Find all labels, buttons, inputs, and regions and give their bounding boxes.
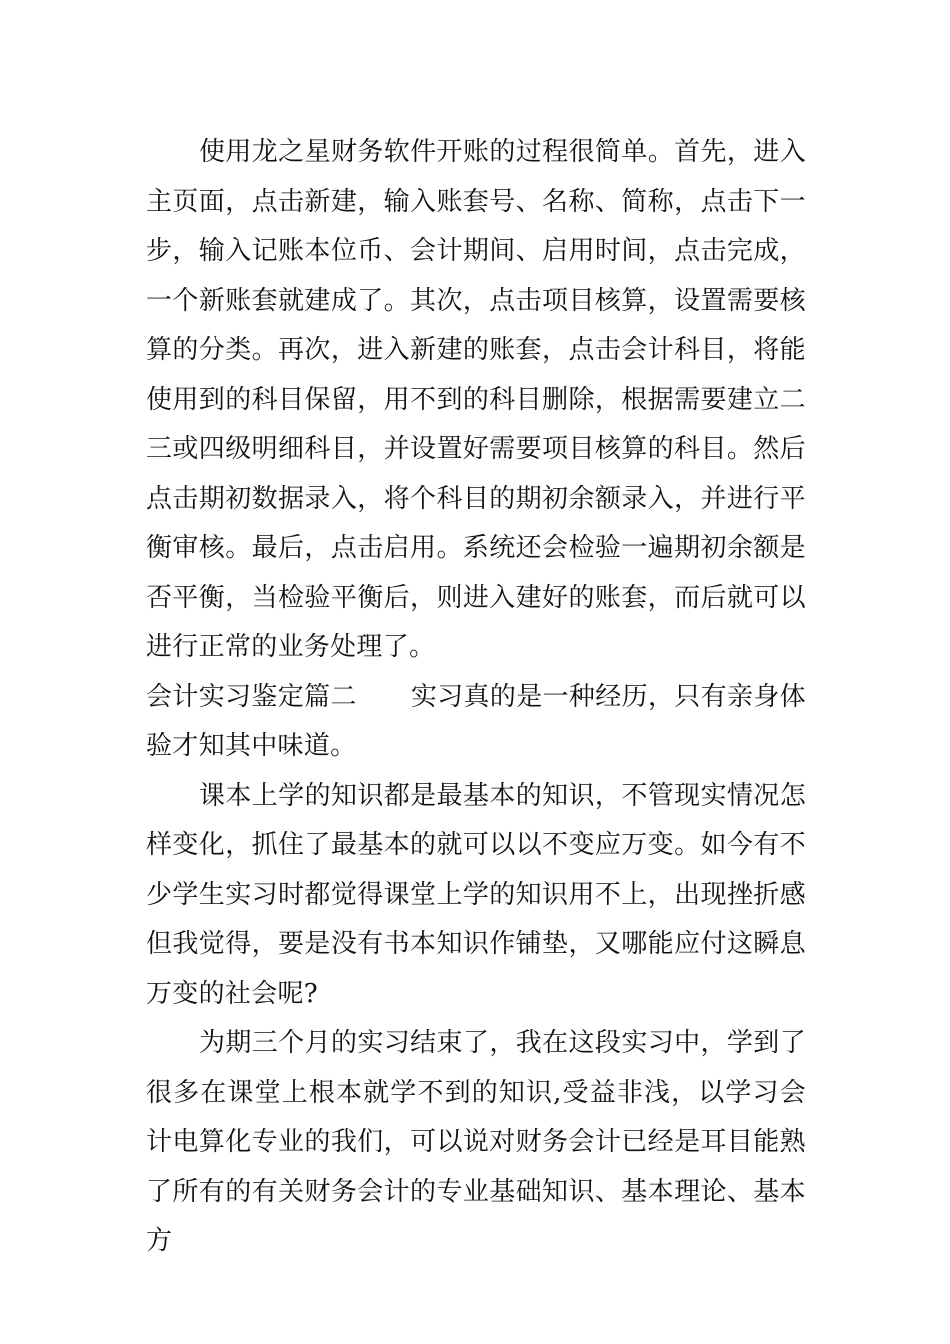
document-page (146, 128, 806, 1267)
section-intro: 实习真的是一种经历，只有亲身体验才知其中味道。 (146, 681, 806, 761)
paragraph-1: 使用龙之星财务软件开账的过程很简单。首先，进入主页面，点击新建，输入账套号、名称、简称，点击下一步，输入记账本位币、会计期间、启用时间，点击完成，一个新账套就建成了。其次，点击项目核算，设置需要核算的分类。再次，进入新建的账套，点击会计科目，将能使用到的科目保留，用不到的科目删除，根据需要建立二三或四级明细科目，并设置好需要项目核算的科目。然后点击期初数据录入，将个科目的期初余额录入，并进行平衡审核。最后，点击启用。系统还会检验一遍期初余额是否平衡，当检验平衡后，则进入建好的账套，而后就可以进行正常的业务处理了。 (146, 137, 806, 662)
section-heading-line (146, 673, 806, 772)
section-heading: 会计实习鉴定篇二 (146, 681, 357, 712)
paragraph-3: 为期三个月的实习结束了，我在这段实习中，学到了很多在课堂上根本就学不到的知识,受益非浅，以学习会计电算化专业的我们，可以说对财务会计已经是耳目能熟了所有的有关财务会计的专业基础知识、基本理论、基本方 (146, 1028, 806, 1256)
paragraph-2: 课本上学的知识都是最基本的知识，不管现实情况怎样变化，抓住了最基本的就可以以不变应万变。如今有不少学生实习时都觉得课堂上学的知识用不上，出现挫折感但我觉得，要是没有书本知识作铺垫，又哪能应付这瞬息万变的社会呢? (146, 780, 806, 1009)
